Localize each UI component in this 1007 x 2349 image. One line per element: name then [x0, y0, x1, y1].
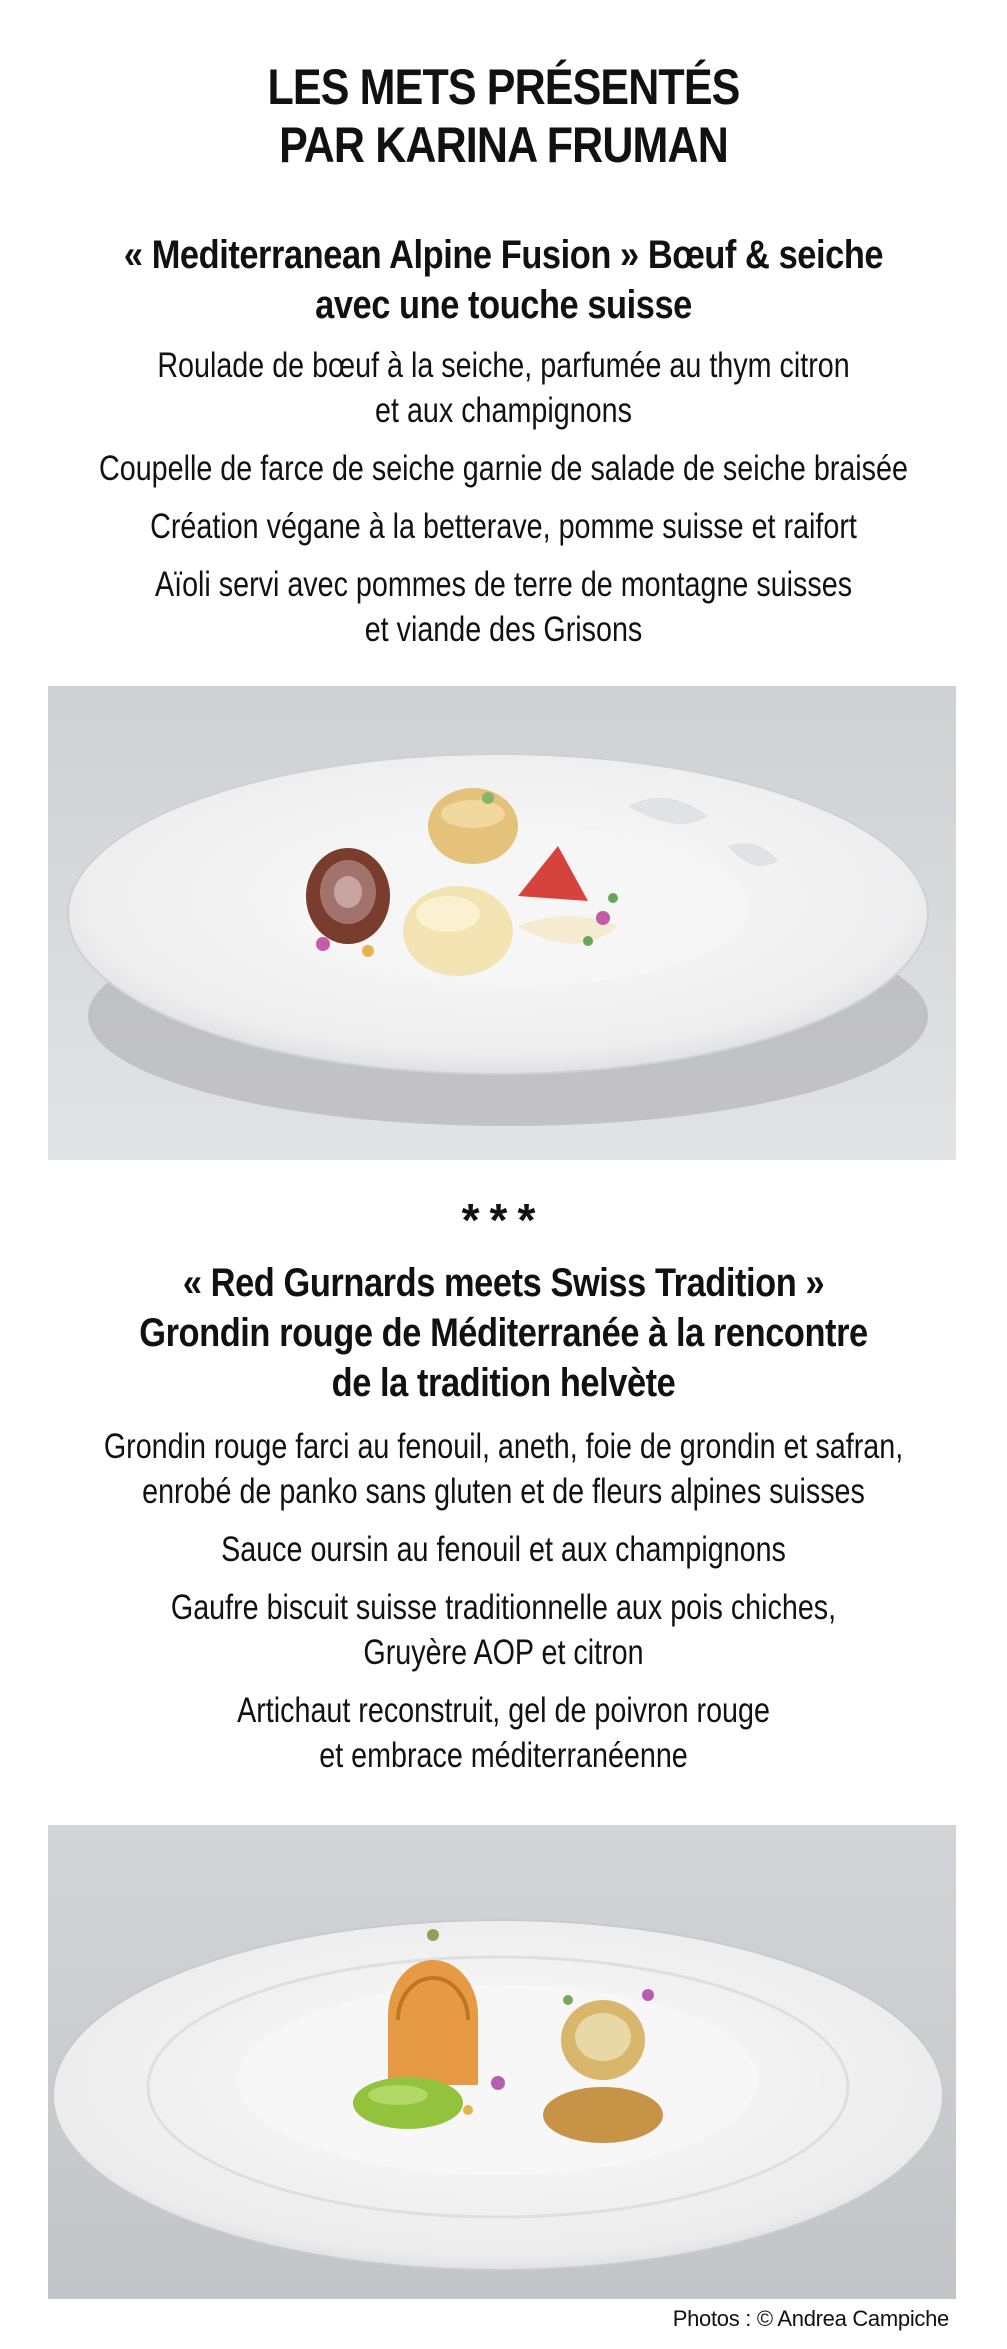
dish-1-item	[91, 343, 917, 433]
dish-2-item	[91, 1585, 917, 1675]
dish-1-item-1-line-1: Roulade de bœuf à la seiche, parfumée au thym citron	[157, 346, 850, 385]
dish-1-description-list	[91, 343, 917, 665]
photo-credit: Photos : © Andrea Campiche	[672, 2306, 949, 2331]
dish-2-item	[91, 1688, 917, 1778]
page-title-line-1: LES METS PRÉSENTÉS	[267, 59, 740, 115]
dish-2-item-1-line-1: Grondin rouge farci au fenouil, aneth, foie de grondin et safran,	[103, 1427, 904, 1466]
dish-2-plate-illustration	[48, 1825, 956, 2299]
dish-2-item	[91, 1527, 917, 1572]
dish-2-item-4-line-1: Artichaut reconstruit, gel de poivron rouge	[237, 1691, 770, 1730]
dish-2-title-line-3: de la tradition helvète	[331, 1361, 676, 1405]
dish-1-item-3-line-1: Création végane à la betterave, pomme suisse et raifort	[150, 507, 857, 546]
dish-1-item-4-line-1: Aïoli servi avec pommes de terre de montagne suisses	[154, 565, 853, 604]
dish-1-item	[91, 504, 917, 549]
dish-2-description-list	[91, 1424, 917, 1791]
dish-1-plate-illustration	[48, 686, 956, 1160]
dish-2-item-4-line-2: et embrace méditerranéenne	[319, 1736, 688, 1775]
section-separator: ***	[461, 1194, 546, 1246]
dish-1-title-line-1: « Mediterranean Alpine Fusion » Bœuf & seiche	[123, 233, 884, 277]
dish-2-item-1-line-2: enrobé de panko sans gluten et de fleurs alpines suisses	[142, 1472, 865, 1511]
page-title-line-2: PAR KARINA FRUMAN	[279, 117, 728, 173]
dish-1-item-4-line-2: et viande des Grisons	[364, 610, 643, 649]
dish-2-title-line-2: Grondin rouge de Méditerranée à la rencontre	[139, 1311, 868, 1355]
dish-2-item-3-line-2: Gruyère AOP et citron	[363, 1633, 644, 1672]
dish-2-item-2-line-1: Sauce oursin au fenouil et aux champignons	[221, 1530, 786, 1569]
dish-2-item	[91, 1424, 917, 1514]
dish-1-title	[70, 230, 936, 330]
dish-2-photo	[48, 1825, 956, 2299]
dish-1-item	[91, 446, 917, 491]
dish-1-item-1-line-2: et aux champignons	[375, 391, 632, 430]
dish-1-photo	[48, 686, 956, 1160]
dish-1-item	[91, 562, 917, 652]
dish-1-item-2-line-1: Coupelle de farce de seiche garnie de salade de seiche braisée	[99, 449, 908, 488]
dish-1-title-line-2: avec une touche suisse	[315, 283, 692, 327]
dish-2-title	[70, 1258, 936, 1408]
page-title	[70, 58, 936, 174]
dish-2-item-3-line-1: Gaufre biscuit suisse traditionnelle aux pois chiches,	[170, 1588, 837, 1627]
dish-2-title-line-1: « Red Gurnards meets Swiss Tradition »	[182, 1261, 825, 1305]
